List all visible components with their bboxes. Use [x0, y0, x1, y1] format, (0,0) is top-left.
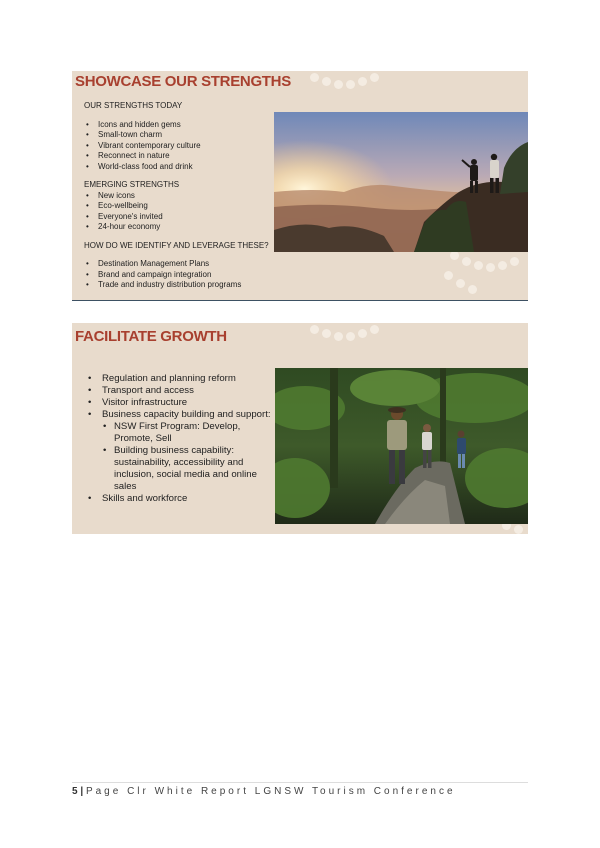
- list-item: • Reconnect in nature: [84, 151, 274, 162]
- footer-rule: [72, 782, 528, 783]
- growth-list-end: [76, 493, 272, 505]
- section-heading: OUR STRENGTHS TODAY: [84, 101, 183, 110]
- list-item: • Brand and campaign integration: [84, 270, 274, 281]
- list-item: • Icons and hidden gems: [84, 120, 274, 131]
- list-item: • 24-hour economy: [84, 222, 274, 233]
- growth-text-block: [76, 373, 272, 505]
- footer-separator: |: [80, 786, 84, 797]
- page-number: 5: [72, 786, 78, 797]
- strengths-text-block: [84, 101, 274, 291]
- divider: [72, 300, 528, 301]
- page-footer: [72, 786, 456, 797]
- list-item: • Trade and industry distribution programs: [84, 280, 274, 291]
- section-heading: HOW DO WE IDENTIFY AND LEVERAGE THESE?: [84, 240, 269, 250]
- list-item: • NSW First Program: Develop, Promote, Sell: [94, 421, 272, 445]
- list-item: • Regulation and planning reform: [76, 373, 272, 385]
- slide-facilitate-growth: [72, 323, 528, 534]
- list-item: • Skills and workforce: [76, 493, 272, 505]
- list-item: • Eco-wellbeing: [84, 201, 274, 212]
- list-item: • Vibrant contemporary culture: [84, 141, 274, 152]
- leverage-list: [84, 259, 274, 291]
- list-item: • New icons: [84, 191, 274, 202]
- list-item: • Everyone's invited: [84, 212, 274, 223]
- sunset-mountain-photo: [274, 112, 528, 252]
- list-item: • Small-town charm: [84, 130, 274, 141]
- growth-list: [76, 373, 272, 421]
- slide-title: FACILITATE GROWTH: [75, 328, 227, 345]
- list-item: • Building business capability: sustainability, accessibility and inclusion, social media and online sales: [94, 445, 272, 493]
- slide-showcase-strengths: [72, 71, 528, 301]
- emerging-strengths-list: [84, 191, 274, 233]
- list-item: • Transport and access: [76, 385, 272, 397]
- footer-text: Page Clr White Report LGNSW Tourism Conference: [85, 786, 456, 797]
- list-item: • Visitor infrastructure: [76, 397, 272, 409]
- growth-sub-list: [76, 421, 272, 493]
- list-item: • Business capacity building and support:: [76, 409, 272, 421]
- slide-title: SHOWCASE OUR STRENGTHS: [75, 73, 291, 90]
- strengths-today-list: [84, 120, 274, 173]
- list-item: • Destination Management Plans: [84, 259, 274, 270]
- list-item: • World-class food and drink: [84, 162, 274, 173]
- section-heading: EMERGING STRENGTHS: [84, 180, 180, 189]
- rainforest-hikers-photo: [275, 368, 528, 524]
